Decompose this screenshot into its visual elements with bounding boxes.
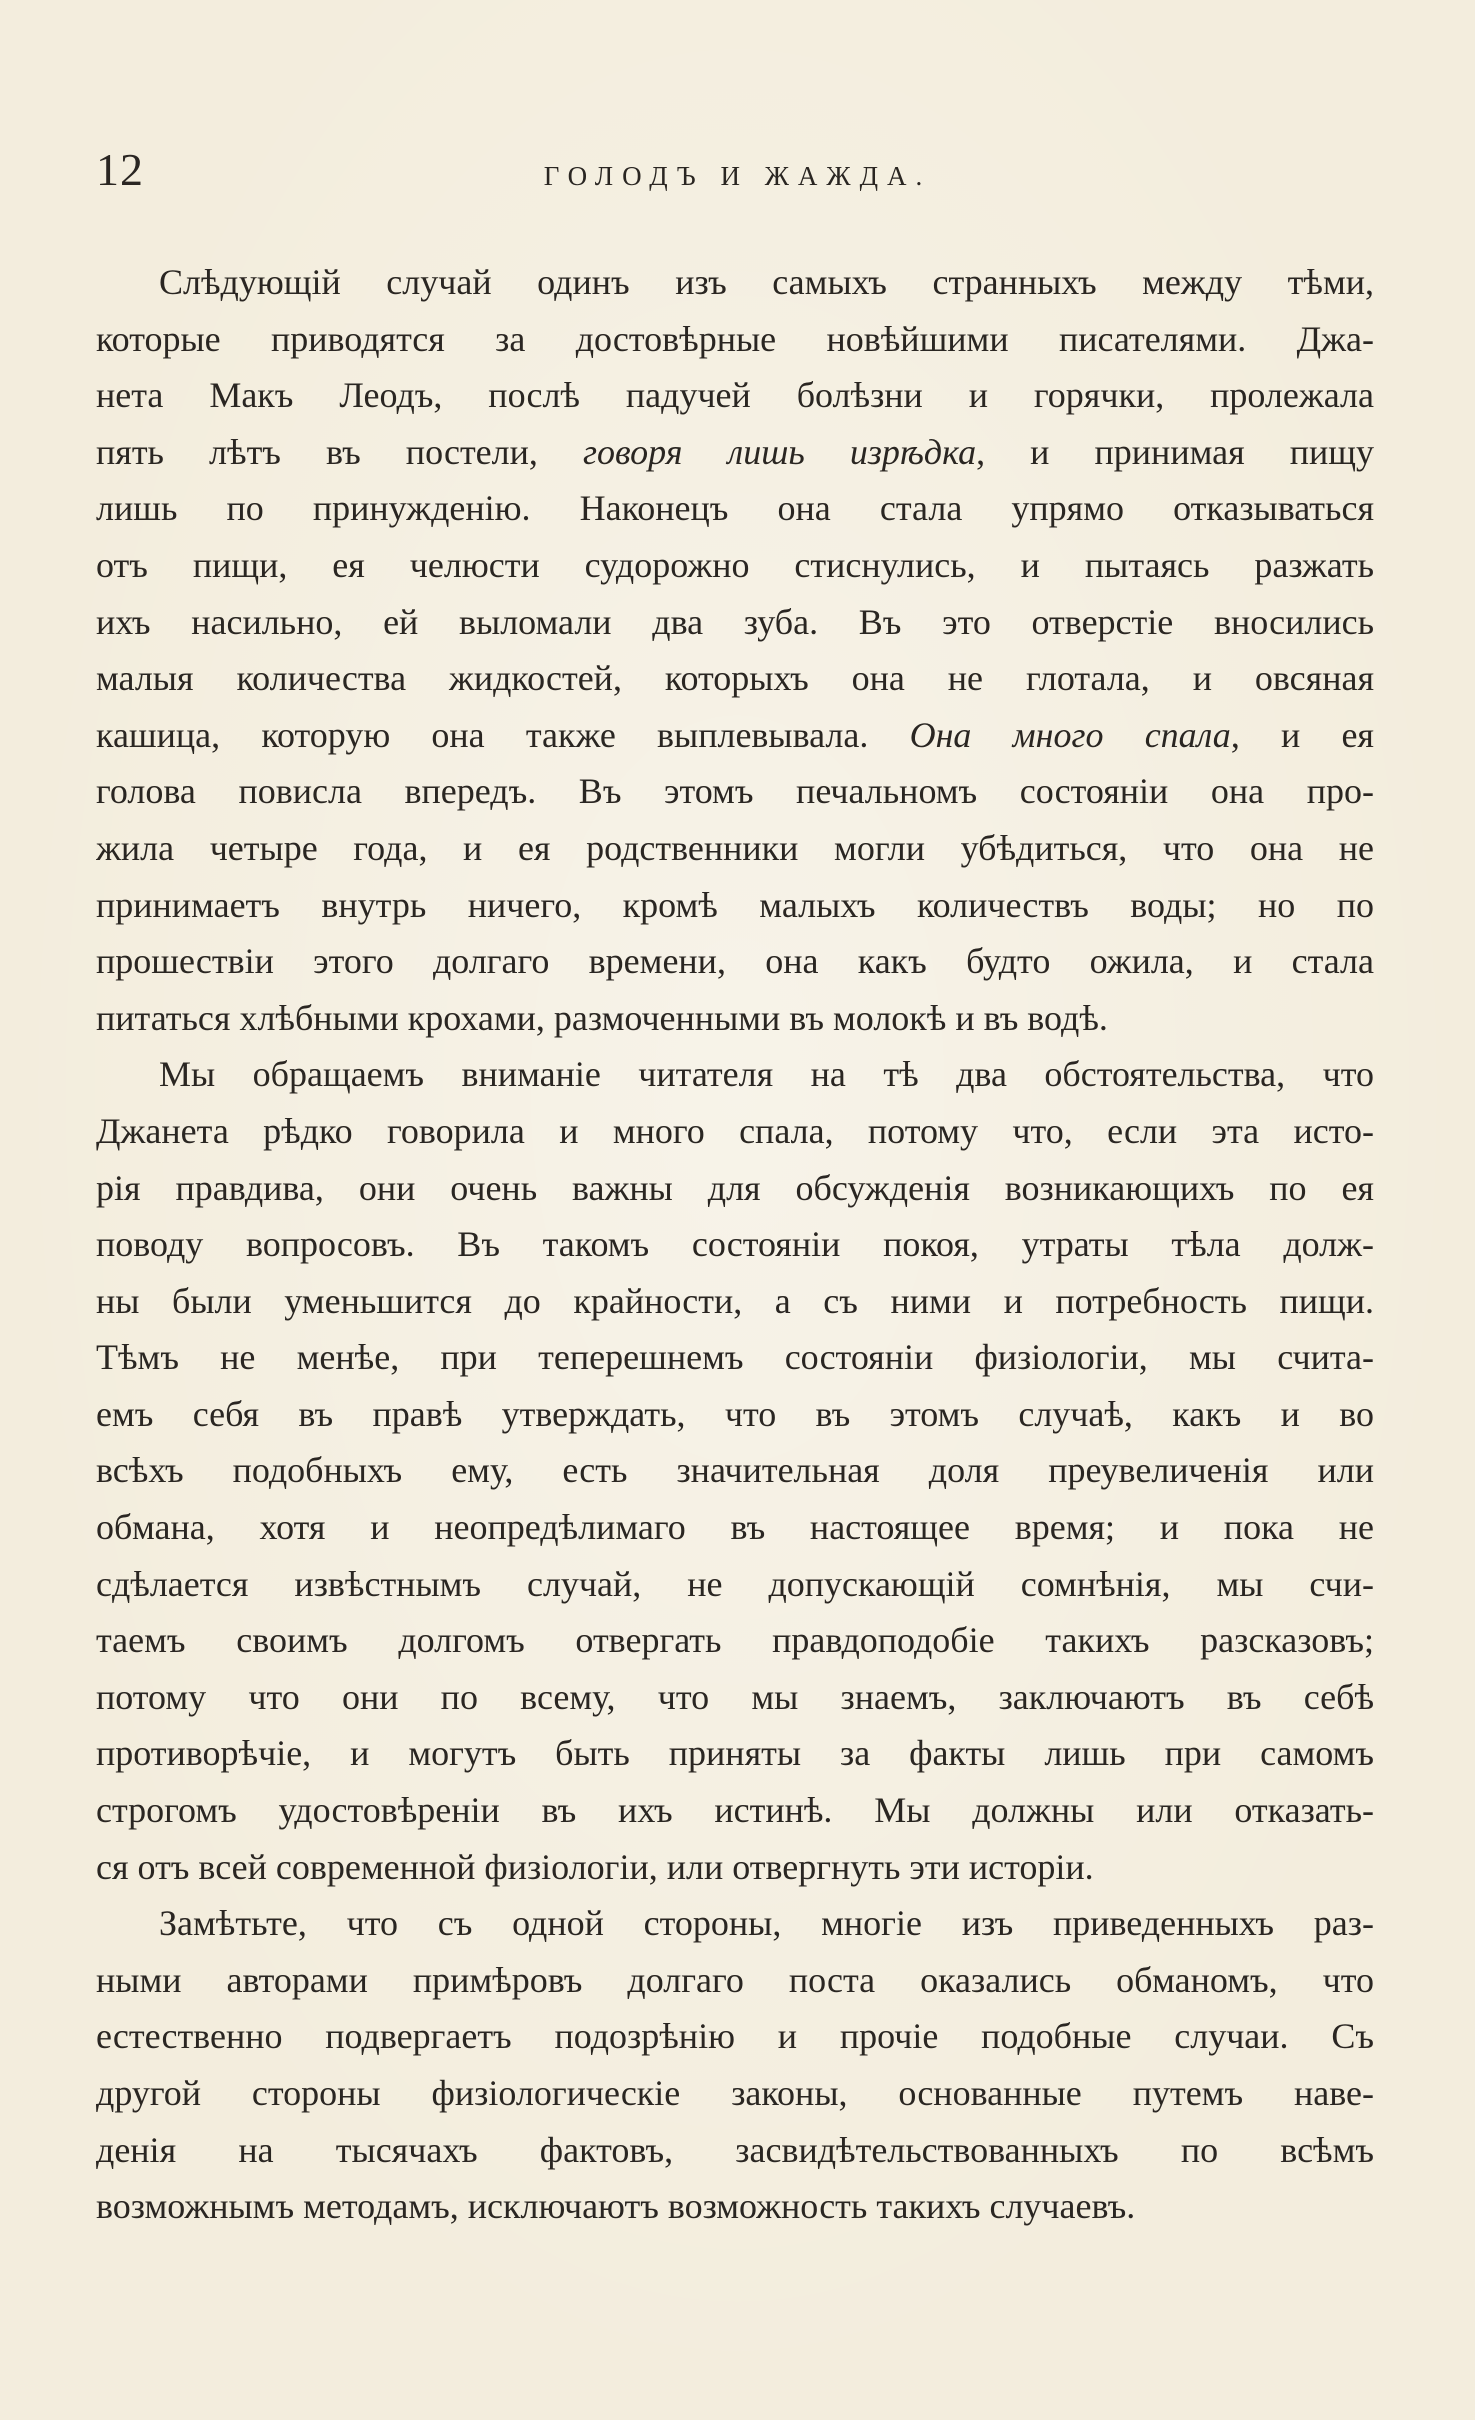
line-text: кашица, которую она также выплевывала. bbox=[96, 714, 910, 755]
line-text: рія правдива, они очень важны для обсужденія возникающихъ по ея bbox=[96, 1167, 1374, 1208]
text-line bbox=[96, 1895, 1374, 1952]
line-text: сдѣлается извѣстнымъ случай, не допускающій сомнѣнія, мы счи- bbox=[96, 1563, 1374, 1604]
line-text: которые приводятся за достовѣрные новѣйшими писателями. Джа- bbox=[96, 318, 1374, 359]
text-line bbox=[96, 2178, 1374, 2235]
text-line bbox=[96, 311, 1374, 368]
line-text: возможнымъ методамъ, исключаютъ возможность такихъ случаевъ. bbox=[96, 2186, 1136, 2227]
text-line bbox=[96, 2065, 1374, 2122]
text-line bbox=[96, 1216, 1374, 1273]
line-text: принимаетъ внутрь ничего, кромѣ малыхъ количествъ воды; но по bbox=[96, 884, 1374, 925]
text-line bbox=[96, 933, 1374, 990]
line-text: жила четыре года, и ея родственники могли убѣдиться, что она не bbox=[96, 827, 1374, 868]
body-text bbox=[96, 254, 1374, 2235]
text-line bbox=[96, 1839, 1374, 1896]
text-line bbox=[96, 1273, 1374, 1330]
line-text: Слѣдующій случай одинъ изъ самыхъ странныхъ между тѣми, bbox=[159, 262, 1374, 302]
line-text: голова повисла впередъ. Въ этомъ печальномъ состояніи она про- bbox=[96, 771, 1374, 812]
line-text: поводу вопросовъ. Въ такомъ состояніи покоя, утраты тѣла долж- bbox=[96, 1224, 1374, 1265]
text-line bbox=[96, 820, 1374, 877]
line-text: лишь по принужденію. Наконецъ она стала упрямо отказываться bbox=[96, 488, 1374, 529]
line-text: строгомъ удостовѣреніи въ ихъ истинѣ. Мы должны или отказать- bbox=[96, 1790, 1374, 1831]
line-text: таемъ своимъ долгомъ отвергать правдоподобіе такихъ разсказовъ; bbox=[96, 1620, 1374, 1661]
text-line bbox=[96, 367, 1374, 424]
text-line bbox=[96, 424, 1374, 481]
running-head: ГОЛОДЪ И ЖАЖДА. bbox=[543, 161, 932, 191]
text-line bbox=[96, 2008, 1374, 2065]
line-text: емъ себя въ правѣ утверждать, что въ этомъ случаѣ, какъ и во bbox=[96, 1393, 1374, 1434]
text-line bbox=[96, 2122, 1374, 2179]
text-line bbox=[96, 763, 1374, 820]
line-text-after: , и ея bbox=[1230, 714, 1374, 755]
line-text: Замѣтьте, что съ одной стороны, многіе изъ приведенныхъ раз- bbox=[159, 1903, 1374, 1944]
text-line bbox=[96, 537, 1374, 594]
line-text: ны были уменьшится до крайности, а съ ними и потребность пищи. bbox=[96, 1280, 1374, 1321]
text-line bbox=[96, 990, 1374, 1047]
text-line bbox=[96, 1329, 1374, 1386]
line-text: отъ пищи, ея челюсти судорожно стиснулись, и пытаясь разжать bbox=[96, 544, 1374, 585]
line-text: всѣхъ подобныхъ ему, есть значительная доля преувеличенія или bbox=[96, 1450, 1374, 1491]
text-line bbox=[96, 1103, 1374, 1160]
text-line bbox=[96, 1442, 1374, 1499]
text-line bbox=[96, 1386, 1374, 1443]
line-text: другой стороны физіологическіе законы, основанные путемъ наве- bbox=[96, 2073, 1374, 2113]
text-line bbox=[96, 650, 1374, 707]
text-line bbox=[96, 1669, 1374, 1726]
line-text: прошествіи этого долгаго времени, она какъ будто ожила, и стала bbox=[96, 941, 1374, 982]
line-text: ными авторами примѣровъ долгаго поста оказались обманомъ, что bbox=[96, 1959, 1374, 2000]
line-text: обмана, хотя и неопредѣлимаго въ настоящее время; и пока не bbox=[96, 1507, 1374, 1548]
line-text: потому что они по всему, что мы знаемъ, заключаютъ въ себѣ bbox=[96, 1676, 1374, 1717]
line-text: Тѣмъ не менѣе, при теперешнемъ состояніи физіологіи, мы счита- bbox=[96, 1337, 1374, 1378]
line-text: естественно подвергаетъ подозрѣнію и прочіе подобные случаи. Съ bbox=[96, 2016, 1374, 2057]
text-line bbox=[96, 594, 1374, 651]
line-text: нета Макъ Леодъ, послѣ падучей болѣзни и горячки, пролежала bbox=[96, 375, 1374, 416]
line-emphasis: говоря лишь изрѣдка bbox=[582, 431, 977, 472]
text-line bbox=[96, 1725, 1374, 1782]
text-line bbox=[96, 254, 1374, 311]
text-line bbox=[96, 1782, 1374, 1839]
line-text: Мы обращаемъ вниманіе читателя на тѣ два обстоятельства, что bbox=[159, 1054, 1374, 1095]
line-text-after: , и принимая пищу bbox=[976, 431, 1374, 472]
text-line bbox=[96, 1499, 1374, 1556]
line-text: денія на тысячахъ фактовъ, засвидѣтельствованныхъ по всѣмъ bbox=[96, 2129, 1374, 2170]
text-line bbox=[96, 1160, 1374, 1217]
text-line bbox=[96, 1556, 1374, 1613]
line-text: противорѣчіе, и могутъ быть приняты за факты лишь при самомъ bbox=[96, 1733, 1374, 1774]
text-line bbox=[96, 480, 1374, 537]
text-line bbox=[96, 1952, 1374, 2009]
line-text: ся отъ всей современной физіологіи, или отвергнуть эти исторіи. bbox=[96, 1846, 1094, 1887]
text-line bbox=[96, 1046, 1374, 1103]
line-text: ихъ насильно, ей выломали два зуба. Въ это отверстіе вносились bbox=[96, 601, 1374, 642]
text-line bbox=[96, 707, 1374, 764]
page-number: 12 bbox=[96, 144, 144, 195]
line-text: питаться хлѣбными крохами, размоченными въ молокѣ и въ водѣ. bbox=[96, 997, 1108, 1038]
line-text: Джанета рѣдко говорила и много спала, потому что, если эта исто- bbox=[96, 1110, 1374, 1151]
text-line bbox=[96, 1612, 1374, 1669]
text-line bbox=[96, 877, 1374, 934]
line-text: малыя количества жидкостей, которыхъ она не глотала, и овсяная bbox=[96, 658, 1374, 699]
line-emphasis: Она много спала bbox=[909, 714, 1231, 755]
line-text: пять лѣтъ въ постели, bbox=[96, 431, 583, 472]
